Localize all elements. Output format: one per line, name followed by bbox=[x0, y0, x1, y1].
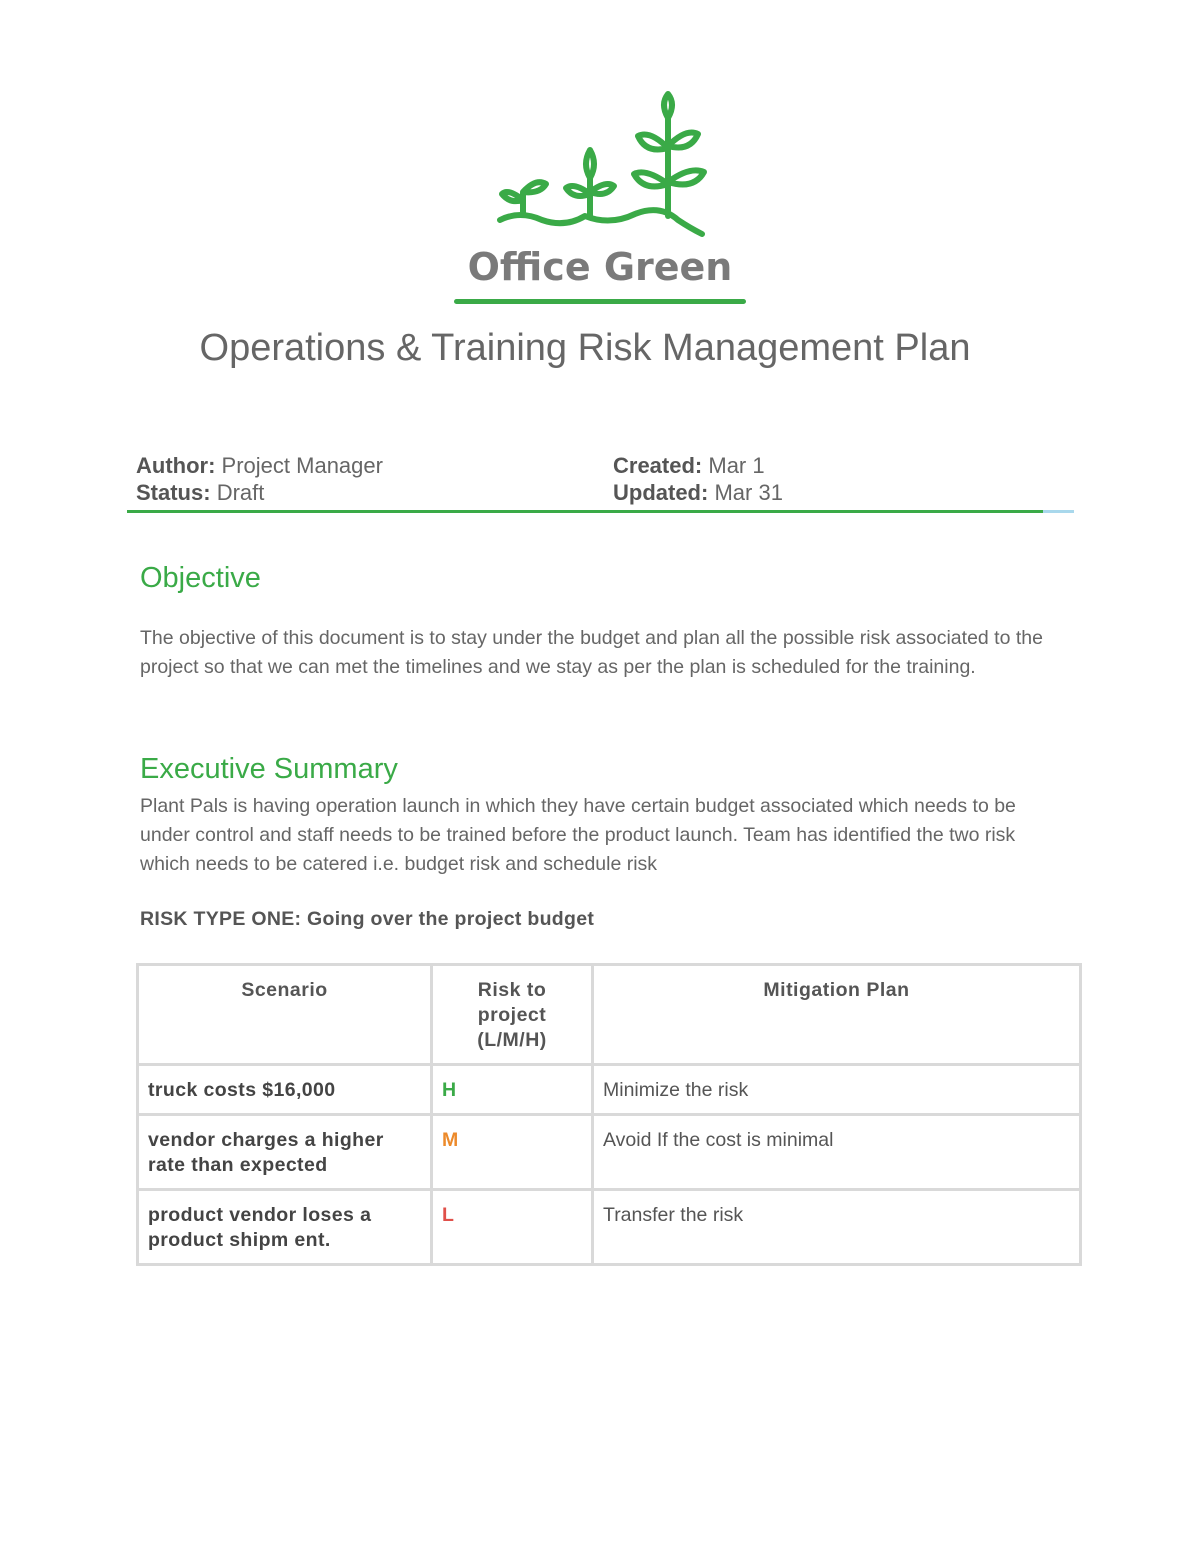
author-value: Project Manager bbox=[221, 453, 383, 478]
created-line bbox=[613, 452, 783, 479]
risk-level-high: H bbox=[432, 1065, 593, 1115]
executive-summary-heading: Executive Summary bbox=[140, 753, 398, 785]
document-title: Operations & Training Risk Management Plan bbox=[199, 327, 971, 369]
updated-line bbox=[613, 479, 783, 506]
mitigation-cell: Avoid If the cost is minimal bbox=[593, 1115, 1081, 1190]
header-risk-level: Risk to project (L/M/H) bbox=[432, 965, 593, 1065]
mitigation-cell: Transfer the risk bbox=[593, 1190, 1081, 1265]
updated-label: Updated: bbox=[613, 480, 709, 505]
scenario-cell: vendor charges a higher rate than expected bbox=[138, 1115, 432, 1190]
status-label: Status: bbox=[136, 480, 211, 505]
status-line bbox=[136, 479, 383, 506]
table-row bbox=[138, 1065, 1081, 1115]
objective-heading: Objective bbox=[140, 562, 261, 594]
risk-level-medium: M bbox=[432, 1115, 593, 1190]
status-value: Draft bbox=[216, 480, 265, 505]
risk-type-one-heading: RISK TYPE ONE: Going over the project budget bbox=[140, 908, 595, 930]
header-scenario: Scenario bbox=[138, 965, 432, 1065]
objective-body: The objective of this document is to stay under the budget and plan all the possible risk associated to the project so that we can met the timelines and we stay as per the plan is scheduled for the training. bbox=[140, 627, 1043, 678]
scenario-cell: product vendor loses a product shipm ent. bbox=[138, 1190, 432, 1265]
table-row bbox=[138, 1190, 1081, 1265]
meta-right bbox=[613, 452, 783, 506]
office-green-logo bbox=[450, 88, 750, 310]
executive-summary-body: Plant Pals is having operation launch in which they have certain budget associated which needs to be under control and staff needs to be trained before the product launch. Team has identified the two risk which needs to be catered i.e. budget risk and schedule risk bbox=[140, 795, 1016, 875]
scenario-cell: truck costs $16,000 bbox=[138, 1065, 432, 1115]
created-label: Created: bbox=[613, 453, 703, 478]
mitigation-cell: Minimize the risk bbox=[593, 1065, 1081, 1115]
author-label: Author: bbox=[136, 453, 216, 478]
author-line bbox=[136, 452, 383, 479]
updated-value: Mar 31 bbox=[714, 480, 783, 505]
meta-left bbox=[136, 452, 383, 506]
brand-wordmark: Office Green bbox=[467, 245, 733, 289]
risk-table bbox=[136, 963, 1082, 1266]
risk-level-low: L bbox=[432, 1190, 593, 1265]
meta-divider bbox=[127, 510, 1074, 513]
table-row bbox=[138, 1115, 1081, 1190]
header-mitigation-plan: Mitigation Plan bbox=[593, 965, 1081, 1065]
brand-underline bbox=[454, 299, 746, 304]
created-value: Mar 1 bbox=[708, 453, 765, 478]
table-header-row bbox=[138, 965, 1081, 1065]
plants-icon bbox=[500, 94, 704, 234]
